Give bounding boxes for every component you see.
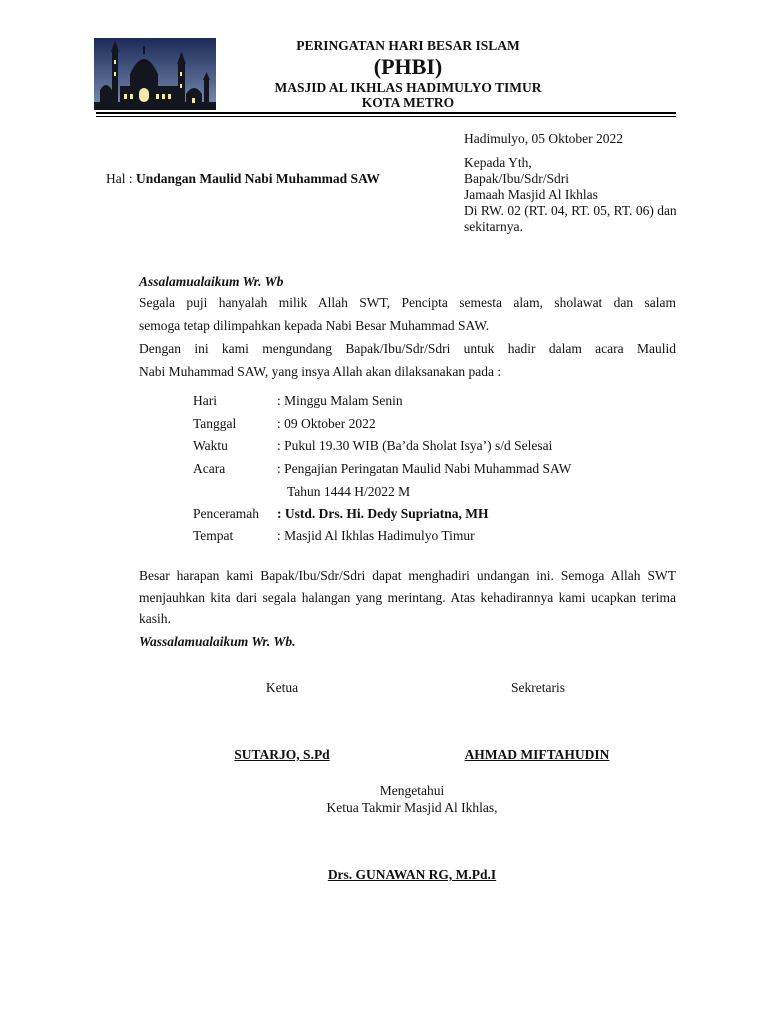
letter-subject xyxy=(106,171,380,187)
org-title: PERINGATAN HARI BESAR ISLAM xyxy=(296,38,520,53)
detail-value-tanggal: : 09 Oktober 2022 xyxy=(277,416,376,431)
subject-text: Undangan Maulid Nabi Muhammad SAW xyxy=(136,171,380,186)
ketua-role: Ketua xyxy=(265,680,299,695)
detail-value-acara-year: Tahun 1444 H/2022 M xyxy=(287,484,411,499)
mosque-name: MASJID AL IKHLAS HADIMULYO TIMUR xyxy=(274,80,542,95)
opening-greeting: Assalamualaikum Wr. Wb xyxy=(139,274,284,289)
mengetahui-label: Mengetahui xyxy=(379,783,445,798)
sekretaris-role: Sekretaris xyxy=(511,680,565,695)
detail-label-waktu: Waktu xyxy=(193,438,228,453)
detail-label-hari: Hari xyxy=(193,393,217,408)
body-paragraph-1-line-1: Segala puji hanyalah milik Allah SWT, Pencipta semesta alam, sholawat dan salam xyxy=(139,295,676,310)
sekretaris-name: AHMAD MIFTAHUDIN xyxy=(464,747,610,762)
detail-label-penceramah: Penceramah xyxy=(193,506,259,521)
detail-value-tempat: : Masjid Al Ikhlas Hadimulyo Timur xyxy=(277,528,475,543)
closing-greeting: Wassalamualaikum Wr. Wb. xyxy=(139,634,296,649)
body-paragraph-2-line-1: Dengan ini kami mengundang Bapak/Ibu/Sdr/Sdri untuk hadir dalam acara Maulid xyxy=(139,341,676,356)
detail-value-hari: : Minggu Malam Senin xyxy=(277,393,403,408)
detail-label-tanggal: Tanggal xyxy=(193,416,237,431)
takmir-role: Ketua Takmir Masjid Al Ikhlas, xyxy=(326,800,498,815)
letter-date: Hadimulyo, 05 Oktober 2022 xyxy=(464,131,623,146)
body-paragraph-1-line-2: semoga tetap dilimpahkan kepada Nabi Besar Muhammad SAW. xyxy=(139,318,490,333)
body-paragraph-2-line-2: Nabi Muhammad SAW, yang insya Allah akan dilaksanakan pada : xyxy=(139,364,502,379)
city-name: KOTA METRO xyxy=(361,95,455,110)
detail-label-tempat: Tempat xyxy=(193,528,234,543)
detail-value-acara: : Pengajian Peringatan Maulid Nabi Muhammad SAW xyxy=(277,461,572,476)
org-acronym: (PHBI) xyxy=(373,54,443,79)
ketua-name: SUTARJO, S.Pd xyxy=(234,747,330,762)
header-divider-thin xyxy=(96,116,676,117)
recipient-address: Kepada Yth, Bapak/Ibu/Sdr/Sdri Jamaah Masjid Al Ikhlas Di RW. 02 (RT. 04, RT. 05, RT. 06) dan sekitarnya. xyxy=(464,155,677,234)
closing-paragraph: Besar harapan kami Bapak/Ibu/Sdr/Sdri dapat menghadiri undangan ini. Semoga Allah SWT menjauhkan kita dari segala halangan yang merintang. Atas kehadirannya kami ucapkan terima kasih. xyxy=(139,568,676,626)
subject-prefix: Hal : xyxy=(106,171,133,186)
header-divider xyxy=(96,112,676,114)
detail-value-waktu: : Pukul 19.30 WIB (Ba’da Sholat Isya’) s/d Selesai xyxy=(277,438,553,453)
penceramah-colon: : xyxy=(277,506,282,521)
detail-label-acara: Acara xyxy=(193,461,226,476)
detail-value-penceramah xyxy=(277,506,489,522)
penceramah-name: Ustd. Drs. Hi. Dedy Supriatna, MH xyxy=(284,506,489,521)
takmir-name: Drs. GUNAWAN RG, M.Pd.I xyxy=(327,867,497,882)
